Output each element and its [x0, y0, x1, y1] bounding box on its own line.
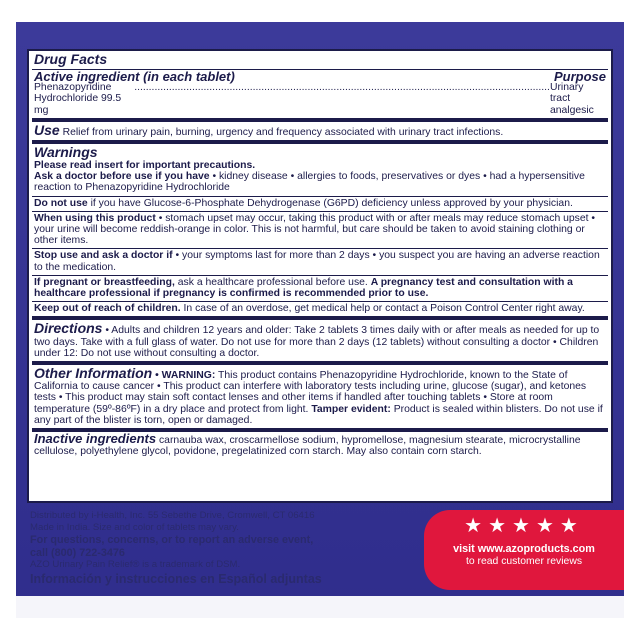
- ask-doctor-text: • kidney disease • allergies to foods, preservatives or dyes • had a hypersensitive reaction to Phenazopyridine Hydrochloride: [34, 171, 585, 194]
- warnings-intro-section: [32, 144, 608, 197]
- ask-doctor-label: Ask a doctor before use if you have: [34, 171, 210, 183]
- drug-facts-title-section: [32, 51, 608, 70]
- do-not-use-label: Do not use: [34, 197, 88, 209]
- inactive-ingredients-text: carnauba wax, croscarmellose sodium, hypromellose, magnesium stearate, microcrystalline cellulose, polyethylene glycol, povidone, pregelatinized corn starch. May also contain corn starch.: [34, 435, 581, 458]
- spanish-instructions: Información y instrucciones en Español adjuntas: [30, 572, 322, 587]
- directions-heading: Directions: [34, 320, 103, 337]
- active-ingredient-name: Phenazopyridine Hydrochloride 99.5 mg: [34, 82, 122, 116]
- reviews-url: visit www.azoproducts.com: [453, 543, 595, 555]
- use-section: [32, 122, 608, 144]
- stop-use-label: Stop use and ask a doctor if: [34, 250, 173, 262]
- insert-notice: Please read insert for important precautions.: [34, 160, 256, 172]
- customer-reviews-badge: [424, 510, 624, 590]
- active-ingredient-section: [32, 70, 608, 122]
- pregnancy-bold-text: A pregnancy test and consultation with a healthcare professional if pregnancy is confirmed is recommended prior to use.: [34, 276, 573, 300]
- use-heading: Use: [34, 121, 60, 138]
- keep-out-label: Keep out of reach of children.: [34, 303, 181, 315]
- five-star-icon: ★★★★★: [464, 515, 584, 537]
- do-not-use-section: [32, 197, 608, 212]
- do-not-use-text: if you have Glucose-6-Phosphate Dehydrogenase (G6PD) deficiency unless approved by your physician.: [90, 197, 573, 209]
- drug-facts-panel: [27, 49, 613, 503]
- questions-text: For questions, concerns, or to report an adverse event,: [30, 534, 314, 547]
- directions-section: [32, 320, 608, 365]
- pregnancy-text: ask a healthcare professional before use.: [177, 276, 368, 288]
- when-using-label: When using this product: [34, 212, 156, 224]
- distributor-info: [30, 510, 430, 585]
- pregnancy-label: If pregnant or breastfeeding,: [34, 276, 175, 288]
- tamper-evident-text: Product is sealed within blisters. Do not use if any part of the blister is torn, open or damaged.: [34, 403, 603, 426]
- warnings-heading: Warnings: [34, 144, 98, 161]
- other-warning-label: • WARNING:: [155, 370, 216, 382]
- inactive-ingredients-heading: Inactive ingredients: [34, 431, 157, 447]
- reviews-subtext: to read customer reviews: [465, 556, 583, 567]
- made-in: Made in India. Size and color of tablets may vary.: [30, 522, 239, 534]
- keep-out-section: [32, 302, 608, 320]
- pregnancy-section: [32, 276, 608, 302]
- purpose-heading: Purpose: [553, 69, 606, 84]
- phone-number: call (800) 722-3476: [30, 546, 125, 559]
- trademark-notice: AZO Urinary Pain Relief® is a trademark of DSM.: [30, 558, 241, 570]
- active-ingredient-heading: Active ingredient (in each tablet): [34, 69, 235, 84]
- directions-text: • Adults and children 12 years and older: Take 2 tablets 3 times daily with or after meals as needed for up to two days. Take with a full glass of water. Do not use for more than 2 days (12 tablets) without consulting a doctor • Children under 12: Do not use without consulting a doctor.: [34, 325, 600, 359]
- stop-use-text: • your symptoms last for more than 2 days • you suspect you are having an adverse reaction to the medication.: [34, 250, 600, 273]
- keep-out-text: In case of an overdose, get medical help or contact a Poison Control Center right away.: [183, 303, 585, 315]
- drug-facts-title: Drug Facts: [34, 51, 108, 67]
- other-information-heading: Other Information: [34, 365, 153, 382]
- distributed-by: Distributed by i-Health, Inc. 55 Sebethe Drive, Cromwell, CT 06416: [30, 510, 315, 521]
- active-ingredient-purpose: Urinary tract analgesic: [549, 82, 594, 116]
- stop-use-section: [32, 249, 608, 275]
- tamper-evident-label: Tamper evident:: [311, 403, 391, 415]
- other-information-section: [32, 365, 608, 432]
- use-text: Relief from urinary pain, burning, urgency and frequency associated with urinary tract infections.: [62, 126, 504, 138]
- inactive-ingredients-section: [32, 432, 608, 459]
- leader-dots: ................................................................................................................................................: [134, 82, 550, 94]
- bottom-band: [16, 596, 624, 618]
- when-using-text: • stomach upset may occur, taking this product with or after meals may reduce stomach upset • your urine will become reddish-orange in color. This is not harmful, but care should be taken to avoid staining clothing or other items.: [34, 212, 596, 247]
- when-using-section: [32, 212, 608, 250]
- other-information-text: This product contains Phenazopyridine Hydrochloride, known to the State of California to cause cancer • This product can interfere with laboratory tests including urine, glucose (sugar), and ketones tests • This product may stain soft contact lenses and other items if handled after touching tablets • Store at room temperature (59º-86ºF) in a dry place and protect from light.: [34, 370, 587, 415]
